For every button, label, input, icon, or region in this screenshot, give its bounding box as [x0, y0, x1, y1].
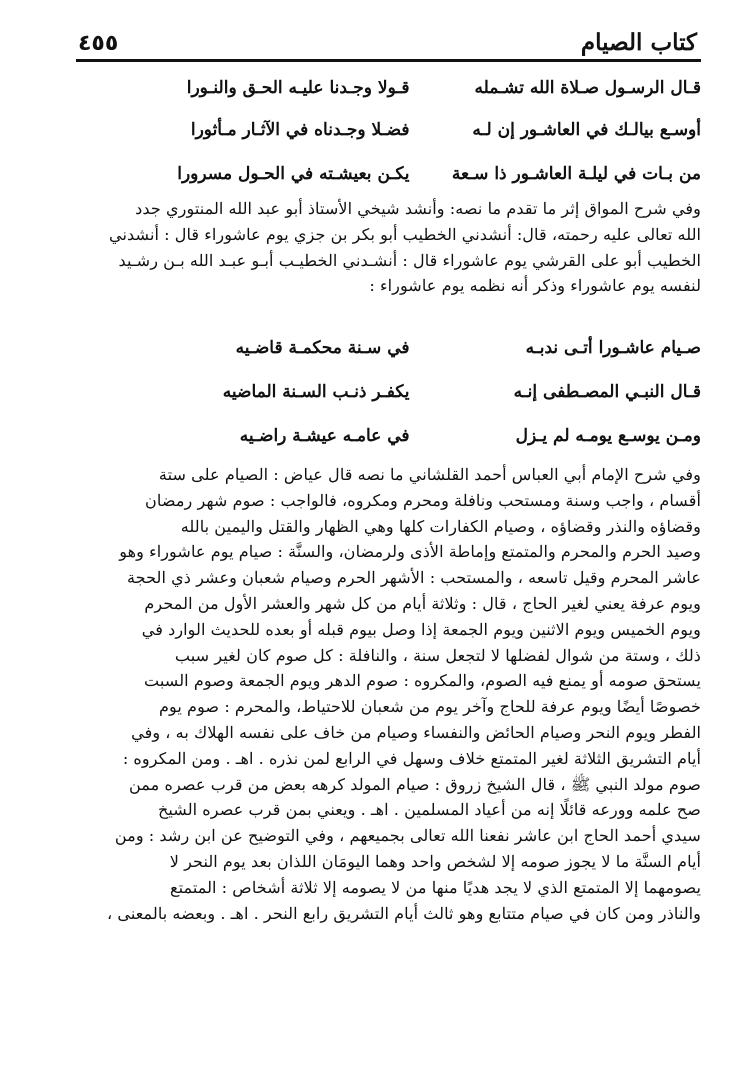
text-line: أقسام ، واجب وسنة ومستحب ونافلة ومحرم ومكروه، فالواجب : صوم شهر رمضان: [145, 490, 701, 510]
verse-second-hemistich: في سـنة محكمـة قاضـيه: [235, 338, 410, 358]
poem-verse: [118, 68, 701, 108]
verse-first-hemistich: من بـات في ليلـة العاشـور ذا سـعة: [451, 164, 701, 184]
text-line: لنفسه يوم عاشوراء وذكر أنه نظمه يوم عاشوراء :: [369, 276, 701, 296]
verse-second-hemistich: في عامـه عيشـة راضـيه: [239, 426, 410, 446]
text-line: الله تعالى عليه رحمته، قال: أنشدني الخطيب أبو بكر بن جزي يوم عاشوراء قال : أنشدني: [109, 224, 701, 244]
text-line: وصيد الحرم والمحرم والمتمتع وإماطة الأذى ولرمضان، والسنَّة : صيام يوم عاشوراء وهو: [119, 542, 701, 562]
text-line: يستحق صومه أو يمنع فيه الصوم، والمكروه : صوم الدهر ويوم الجمعة وصوم السبت: [144, 671, 701, 691]
poem-2: [118, 326, 701, 458]
poem-verse: [118, 326, 701, 370]
verse-second-hemistich: فضـلا وجـدناه في الآثـار مـأثورا: [190, 120, 410, 140]
text-line: يصومهما إلا المتمتع الذي لا يجد هديًا منها من لا يصومه إلا ثلاثة أشخاص : المتمتع: [169, 877, 701, 897]
text-line: أيام التشريق الثلاثة لغير المتمتع خلاف وسهل في الرابع لمن نذره . اهـ . ومن المكروه :: [122, 748, 701, 768]
verse-second-hemistich: قـولا وجـدنا عليـه الحـق والنـورا: [186, 78, 410, 98]
verse-first-hemistich: أوسـع بيالـك في العاشـور إن لـه: [472, 120, 701, 140]
poem-verse: [118, 152, 701, 196]
text-line: وقضاؤه والنذر وقضاؤه ، وصيام الكفارات كلها وهي الظهار والقتل واليمين بالله: [180, 516, 701, 536]
text-line: صح علمه وورعه قائلًا إنه من أعياد المسلمين . اهـ . ويعني بمن قرب عصره الشيخ: [157, 800, 701, 820]
text-line: سيدي أحمد الحاج ابن عاشر نفعنا الله تعالى بجميعهم ، وفي التوضيح عن ابن رشد : ومن: [114, 826, 701, 846]
poem-verse: [118, 414, 701, 458]
verse-second-hemistich: يكـن بعيشـته في الحـول مسرورا: [177, 164, 410, 184]
paragraph-2: [80, 462, 701, 926]
verse-first-hemistich: قـال النبـي المصـطفى إنـه: [513, 382, 701, 402]
text-line: ويوم الخميس ويوم الاثنين ويوم الجمعة إذا وصل بيوم قبله أو بعده للحديث الوارد في: [141, 619, 701, 639]
chapter-title: كتاب الصيام: [580, 29, 697, 56]
text-line: والناذر ومن كان في صيام متتابع وهو ثالث أيام التشريق رابع النحر . اهـ . وبعضه بالمعنى ،: [106, 903, 701, 923]
text-line: ذلك ، وستة من شوال لفضلها لا لتجعل سنة ، والنافلة : كل صوم كان لغير سبب: [174, 645, 701, 665]
text-line: خصوصًا أيضًا ويوم عرفة للحاج وآخر يوم من شعبان للاحتياط، والمحرم : صوم يوم: [159, 697, 701, 717]
paragraph-1: [80, 196, 701, 299]
header-rule: [76, 59, 701, 62]
text-line: صوم مولد النبي ﷺ ، قال الشيخ زروق : صيام المولد كرهه بعض من قرب عصره ممن: [128, 774, 701, 794]
page-header: [78, 20, 697, 56]
text-line: ويوم عرفة يعني لغير الحاج ، قال : وثلاثة أيام من كل شهر والعشر الأول من المحرم: [144, 593, 701, 613]
verse-first-hemistich: قـال الرسـول صـلاة الله تشـمله: [474, 78, 701, 98]
verse-first-hemistich: صـيام عاشـورا أتـى ندبـه: [525, 338, 701, 358]
text-line: عاشر المحرم وقيل تاسعه ، والمستحب : الأشهر الحرم وصيام شعبان وعشر ذي الحجة: [126, 568, 701, 588]
text-line: أيام السنَّة ما لا يجوز صومه إلا لشخص واحد وهما اليومَان اللذان بعد يوم النحر لا: [169, 851, 701, 871]
poem-1: [118, 68, 701, 196]
text-line: الخطيب أبو على القرشي يوم عاشوراء قال : أنشـدني الخطيـب أبـو عبـد الله بـن رشـيد: [118, 250, 701, 270]
page-number: ٤٥٥: [78, 31, 119, 56]
text-line: وفي شرح الإمام أبي العباس أحمد القلشاني ما نصه قال عياض : الصيام على ستة: [158, 465, 701, 484]
poem-verse: [118, 108, 701, 152]
poem-verse: [118, 370, 701, 414]
text-line: وفي شرح المواق إثر ما تقدم ما نصه: وأنشد شيخي الأستاذ أبو عبد الله المنتوري جدد: [135, 199, 701, 218]
text-line: الفطر ويوم النحر وصيام الحائض والنفساء وصيام من خاف على نفسه الهلاك به ، وفي: [131, 722, 701, 742]
verse-first-hemistich: ومـن يوسـع يومـه لم يـزل: [515, 426, 701, 446]
verse-second-hemistich: يكفـر ذنـب السـنة الماضيه: [222, 382, 410, 402]
